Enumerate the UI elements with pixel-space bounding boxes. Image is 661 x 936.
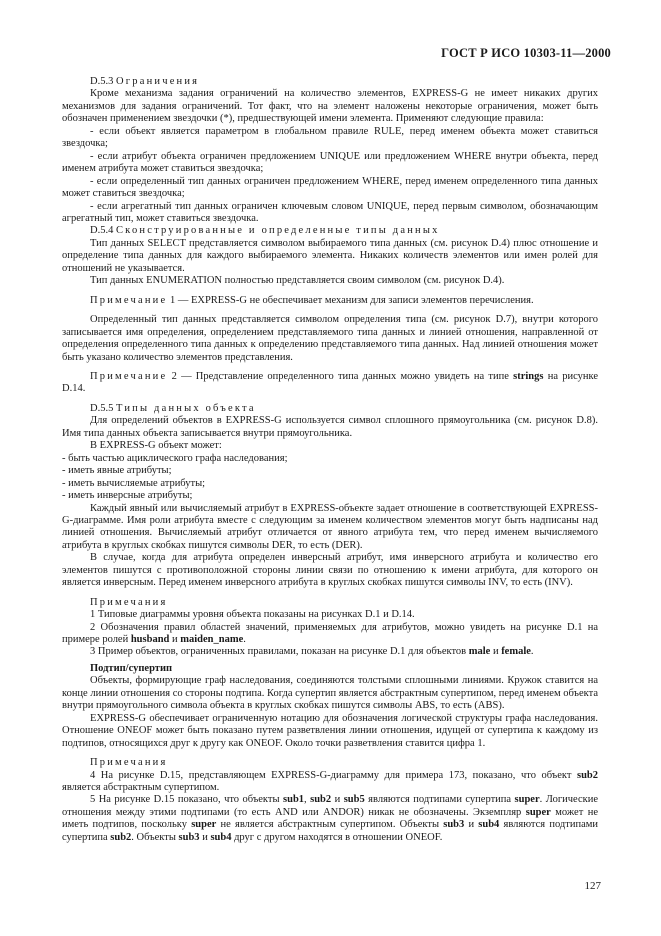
text-run: 4 На рисунке D.15, представляющем EXPRESS-G-диаграмму для примера 173, показано, что объект — [90, 769, 577, 781]
text-run: , — [304, 794, 311, 806]
text-run: 5 На рисунке D.15 показано, что объекты — [90, 794, 284, 806]
text-run: 1 — EXPRESS-G не обеспечивает механизм для записи элементов перечисления. — [167, 294, 534, 306]
bold-term: sub2 — [310, 794, 332, 806]
text-run: и — [331, 794, 344, 806]
paragraph — [62, 713, 598, 750]
spaced-heading: Примечание — [90, 294, 168, 306]
paragraph — [62, 552, 598, 589]
paragraph — [62, 609, 598, 621]
bold-term: sub2 — [576, 769, 598, 781]
text-run: D.5.5 — [90, 402, 116, 414]
text-run: - иметь инверсные атрибуты; — [62, 490, 193, 502]
text-run: 3 Пример объектов, ограниченных правилами, показан на рисунке D.1 для объектов — [90, 646, 469, 658]
text-run: - если агрегатный тип данных ограничен ключевым словом UNIQUE, перед первым символом, обозначающим агрегатный тип, может ставиться звездочка. — [62, 200, 598, 224]
paragraph — [62, 314, 598, 364]
page-body — [62, 76, 598, 844]
paragraph — [62, 646, 598, 658]
paragraph — [62, 176, 598, 201]
text-run: В случае, когда для атрибута определен инверсный атрибут, имя инверсного атрибута и количество его элементов пишутся с противоположной стороны линии связи по отношению к имени атрибута, для которого он является инверсным. Перед именем инверсного атрибута в круглых скобках пишутся символы INV, то есть (INV). — [62, 552, 598, 589]
paragraph — [62, 465, 598, 477]
bold-term: sub3 — [443, 819, 465, 831]
text-run: Каждый явный или вычисляемый атрибут в EXPRESS-объекте задает отношение в соответствующей EXPRESS-G-диаграмме. Имя роли атрибута вместе с следующим за именем количеством элементов могут быть надписаны над линией отношения. Вычисляемый атрибут отличается от явного атрибута тем, что перед именем вычисляемого атрибута в круглых скобках пишутся символы DER, то есть (DER). — [62, 502, 598, 551]
bold-term: sub2 — [110, 831, 132, 843]
paragraph — [62, 238, 598, 275]
paragraph — [62, 225, 598, 237]
text-run: . Логические отношения между этими подтипами (то есть AND или ANDOR) никак не обозначены. Экземпляр — [62, 794, 598, 818]
text-run: Определенный тип данных представляется символом определения типа (см. рисунок D.7), внутри которого записывается имя определения, определением представляемого типа данных и линией отношения, направленной от определения определенного типа данных к определению представляемого типа данных. Над линией отношения может быть указано количество элементов представления. — [62, 314, 598, 363]
paragraph — [62, 597, 598, 609]
paragraph — [62, 126, 598, 151]
paragraph — [62, 453, 598, 465]
text-run: и — [490, 646, 502, 658]
bold-term: super — [514, 794, 540, 806]
bold-term: sub1 — [283, 794, 305, 806]
text-run: являются подтипами супертипа — [62, 819, 598, 843]
paragraph — [62, 440, 598, 452]
spaced-heading: Типы данных объекта — [115, 402, 256, 414]
text-run: В EXPRESS-G объект может: — [90, 440, 222, 452]
text-run: на рисунке D.14. — [62, 370, 598, 395]
paragraph — [62, 201, 598, 226]
bold-term: sub4 — [210, 831, 232, 843]
text-run: друг с другом находятся в отношении ONEOF. — [231, 831, 443, 843]
text-run: может не иметь подтипов, поскольку — [62, 806, 599, 831]
text-run: - если определенный тип данных ограничен предложением WHERE, перед именем определенного типа данных может ставиться звездочка; — [62, 175, 598, 200]
paragraph — [62, 490, 598, 502]
text-run: EXPRESS-G обеспечивает ограниченную нотацию для обозначения логической структуры графа наследования. Отношение ONEOF может быть показано путем разветвления линии отношения, идущей от супертипа к каждому из подтипов, относящихся друг к другу как ONEOF. Около точки разветвления ставится цифра 1. — [62, 712, 598, 749]
text-run: . Объекты — [131, 831, 179, 843]
text-run: 2 Обозначения правил областей значений, применяемых для атрибутов, можно увидеть на рисунке D.1 на примере ролей — [62, 621, 598, 646]
page-number: 127 — [584, 880, 601, 892]
text-run: D.5.3 — [90, 76, 116, 87]
running-header: ГОСТ Р ИСО 10303-11—2000 — [441, 46, 611, 60]
text-run: 1 Типовые диаграммы уровня объекта показаны на рисунках D.1 и D.14. — [90, 609, 415, 621]
bold-term: husband — [130, 634, 170, 646]
bold-term: maiden_name — [180, 634, 244, 646]
bold-term: super — [191, 819, 217, 831]
spaced-heading: Сконструированные и определенные типы данных — [115, 225, 440, 237]
text-run: - быть частью ациклического графа наследования; — [62, 452, 288, 464]
paragraph — [62, 794, 598, 844]
bold-term: female — [501, 646, 531, 658]
bold-term: sub4 — [478, 819, 500, 831]
text-run: 2 — Представление определенного типа данных можно увидеть на типе — [167, 370, 514, 382]
text-run: Тип данных ENUMERATION полностью представляется своим символом (см. рисунок D.4). — [90, 275, 505, 287]
text-run: и — [464, 819, 479, 831]
text-run: Объекты, формирующие граф наследования, соединяются толстыми сплошными линиями. Кружок ставится на конце линии отношения со стороны подтипа. Когда супертип является абстрактным супертипом, перед именем объекта внутри прямоугольного символа объекта в круглых скобках пишутся символы ABS, то есть (ABS). — [62, 675, 598, 712]
paragraph — [62, 478, 598, 490]
text-run: - если объект является параметром в глобальном правиле RULE, перед именем объекта может ставиться звездочка; — [62, 125, 598, 150]
paragraph — [62, 622, 598, 647]
text-run: . — [530, 646, 534, 658]
bold-term: strings — [513, 370, 544, 382]
paragraph — [62, 295, 598, 307]
text-run: и — [199, 831, 211, 843]
text-run: не является абстрактным супертипом. Объекты — [216, 819, 444, 831]
bold-term: Подтип/супертип — [90, 662, 173, 674]
spaced-heading: Примечания — [90, 757, 168, 769]
paragraph — [62, 757, 598, 769]
text-run: - иметь явные атрибуты; — [62, 465, 172, 477]
paragraph — [62, 675, 598, 712]
paragraph — [62, 371, 598, 396]
paragraph — [62, 403, 598, 415]
paragraph — [62, 503, 598, 553]
paragraph — [62, 151, 598, 176]
text-run: - иметь вычисляемые атрибуты; — [62, 477, 206, 489]
paragraph — [62, 76, 598, 88]
bold-term: sub5 — [343, 794, 365, 806]
bold-term: male — [468, 646, 491, 658]
spaced-heading: Примечание — [90, 370, 168, 382]
paragraph — [62, 275, 598, 287]
paragraph — [62, 663, 598, 675]
bold-term: sub3 — [178, 831, 200, 843]
spaced-heading: Ограничения — [115, 76, 200, 87]
text-run: являются подтипами супертипа — [364, 794, 515, 806]
bold-term: super — [525, 806, 551, 818]
text-run: - если атрибут объекта ограничен предложением UNIQUE или предложением WHERE внутри объекта, перед именем атрибута может ставиться звездочка; — [62, 150, 598, 175]
paragraph — [62, 770, 598, 795]
text-run: Тип данных SELECT представляется символом выбираемого типа данных (см. рисунок D.4) плюс отношение и определение типа данных для каждого выбираемого элемента. Никаких количеств элементов или имен ролей для отношений не указывается. — [62, 237, 598, 274]
text-run: Для определений объектов в EXPRESS-G используется символ сплошного прямоугольника (см. рисунок D.8). Имя типа данных объекта записывается внутри прямоугольника. — [62, 415, 598, 439]
spaced-heading: Примечания — [90, 596, 168, 608]
text-run: и — [169, 634, 181, 646]
text-run: является абстрактным супертипом. — [62, 782, 220, 794]
text-run: D.5.4 — [90, 225, 116, 237]
text-run: . — [243, 634, 246, 646]
paragraph — [62, 88, 598, 125]
paragraph — [62, 415, 598, 440]
text-run: Кроме механизма задания ограничений на количество элементов, EXPRESS-G не имеет никаких других механизмов для задания ограничений. Тот факт, что на элемент наложены некоторые ограничения, может быть обозначен применением звездочки (*), предшествующей имени элемента. Применяют следующие правила: — [62, 88, 598, 125]
